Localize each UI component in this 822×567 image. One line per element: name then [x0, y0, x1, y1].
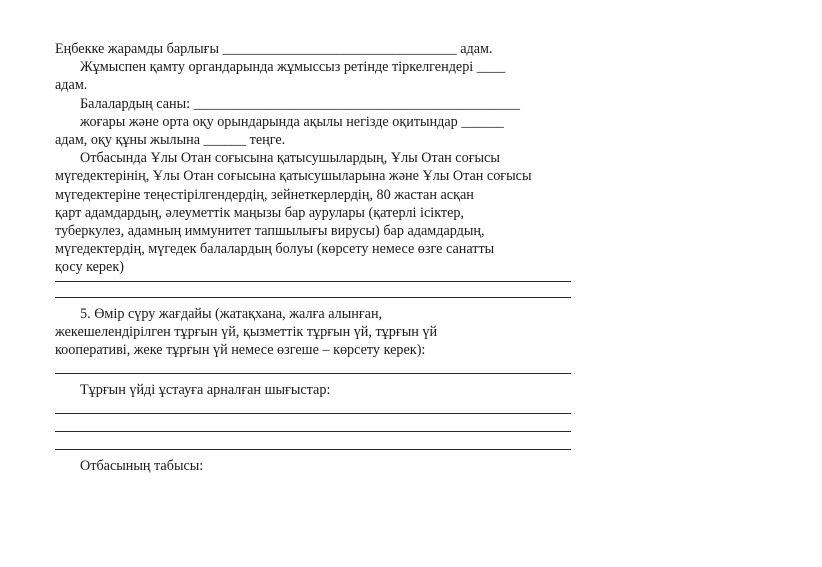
family-categories-line-1: Отбасында Ұлы Отан соғысына қатысушылардың, Ұлы Отан соғысы: [80, 150, 500, 167]
family-categories-line-7: қосу керек): [55, 259, 124, 276]
family-categories-line-2: мүгедектерінің, Ұлы Отан соғысына қатысушыларына және Ұлы Отан соғысы: [55, 168, 532, 185]
family-categories-line-3: мүгедектеріне теңестірілгендердің, зейнеткерлердің, 80 жастан асқан: [55, 186, 474, 203]
housing-expenses-line: Тұрғын үйді ұстауға арналған шығыстар:: [80, 382, 331, 399]
document-page: [55, 40, 575, 476]
family-categories-line-6: мүгедектердің, мүгедек балалардың болуы (көрсету немесе өзге санатты: [55, 241, 495, 258]
living-conditions-line-1: 5. Өмір сүру жағдайы (жатақхана, жалға алынған,: [80, 305, 383, 322]
paid-education-line: жоғары және орта оқу орындарында ақылы негізде оқитындар ______: [80, 113, 504, 130]
living-conditions-line-2: жекешелендірілген тұрғын үй, қызметтік тұрғын үй, тұрғын үй: [55, 323, 438, 340]
unemployed-line: Жұмыспен қамту органдарында жұмыссыз ретінде тіркелгендері ____: [80, 59, 506, 76]
family-categories-line-5: туберкулез, адамның иммунитет тапшылығы вирусы) бар адамдардың,: [55, 223, 485, 240]
family-categories-line-4: қарт адамдардың, әлеуметтік маңызы бар аурулары (қатерлі ісіктер,: [55, 204, 465, 221]
tuition-cost-line: адам, оқу құны жылына ______ теңге.: [55, 132, 286, 149]
working-age-line: Еңбекке жарамды барлығы _________________________________ адам.: [55, 41, 493, 57]
children-count-line: Балалардың саны: ______________________________________________: [80, 95, 520, 112]
living-conditions-line-3: кооперативі, жеке тұрғын үй немесе өзгеше – көрсету керек):: [55, 342, 426, 359]
unemployed-line-cont: адам.: [55, 77, 88, 94]
family-income-line: Отбасының табысы:: [80, 458, 204, 475]
